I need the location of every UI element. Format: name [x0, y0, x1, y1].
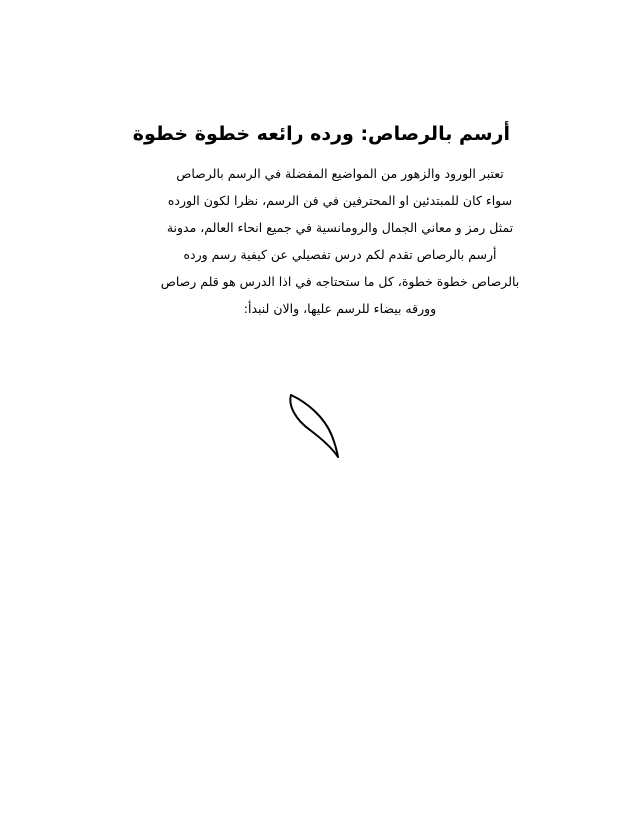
body-line: سواء كان للمبتدئين او المحترفين في فن الرسم، نظرا لكون الورده [167, 193, 513, 208]
body-line: وورقه بيضاء للرسم عليها، والان لنبدأ: [243, 301, 437, 316]
document-body [140, 160, 540, 322]
body-line: تعتبر الورود والزهور من المواضيع المفضلة في الرسم بالرصاص [176, 166, 504, 181]
leaf-sketch-icon [280, 390, 350, 465]
body-line: بالرصاص خطوة خطوة، كل ما ستحتاجه في اذا الدرس هو قلم رصاص [160, 274, 520, 289]
document-title: أرسم بالرصاص: ورده رائعه خطوة خطوة [132, 123, 510, 145]
body-line: تمثل رمز و معاني الجمال والرومانسية في جميع انحاء العالم، مدونة [166, 220, 514, 235]
body-line: أرسم بالرصاص تقدم لكم درس تفصيلي عن كيفية رسم ورده [183, 247, 497, 262]
